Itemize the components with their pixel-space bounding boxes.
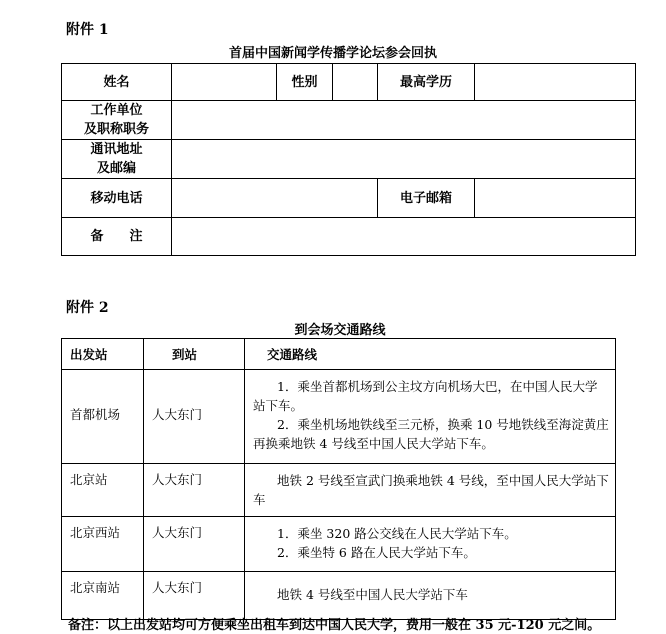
remarks-field[interactable] <box>172 218 636 256</box>
mobile-field[interactable] <box>172 179 378 218</box>
email-label: 电子邮箱 <box>378 179 475 218</box>
route-step: 2．乘坐机场地铁线至三元桥，换乘 10 号地铁线至海淀黄庄再换乘地铁 4 号线至中国人民大学站下车。 <box>253 417 609 451</box>
name-field[interactable] <box>172 64 277 101</box>
work-unit-label <box>62 101 172 140</box>
form-row-work-unit <box>62 101 636 140</box>
form-row-contact <box>62 179 636 218</box>
route-description <box>245 517 616 572</box>
address-label-line2: 及邮编 <box>96 161 136 176</box>
departure-column-header: 出发站 <box>62 339 144 370</box>
name-label: 姓名 <box>62 64 172 101</box>
work-unit-field[interactable] <box>172 101 636 140</box>
route-step: 地铁 4 号线至中国人民大学站下车 <box>277 587 468 602</box>
arrival-station: 人大东门 <box>144 517 245 572</box>
arrival-station: 人大东门 <box>144 370 245 464</box>
route-column-header: 交通路线 <box>245 339 616 370</box>
departure-station: 北京站 <box>62 464 144 517</box>
route-row-beijing-west <box>62 517 616 572</box>
route-description <box>245 572 616 620</box>
work-unit-label-line2: 及职称职务 <box>83 122 149 137</box>
gender-field[interactable] <box>333 64 378 101</box>
departure-station: 北京西站 <box>62 517 144 572</box>
education-field[interactable] <box>475 64 636 101</box>
route-step: 2．乘坐特 6 路在人民大学站下车。 <box>277 545 476 560</box>
arrival-station: 人大东门 <box>144 572 245 620</box>
form-row-remarks <box>62 218 636 256</box>
mobile-label: 移动电话 <box>62 179 172 218</box>
address-field[interactable] <box>172 140 636 179</box>
transport-routes-table <box>61 338 616 620</box>
route-step: 1．乘坐 320 路公交线在人民大学站下车。 <box>277 526 517 541</box>
form-row-name <box>62 64 636 101</box>
work-unit-label-line1: 工作单位 <box>90 103 143 118</box>
form-row-address <box>62 140 636 179</box>
route-row-beijing-south <box>62 572 616 620</box>
departure-station: 首都机场 <box>62 370 144 464</box>
route-step: 地铁 2 号线至宣武门换乘地铁 4 号线，至中国人民大学站下车 <box>253 473 609 507</box>
route-step: 1．乘坐首都机场到公主坟方向机场大巴，在中国人民大学站下车。 <box>253 379 598 413</box>
attachment-2-heading: 附件 2 <box>66 300 109 316</box>
address-label-line1: 通讯地址 <box>90 142 143 157</box>
address-label <box>62 140 172 179</box>
routes-title: 到会场交通路线 <box>294 323 386 338</box>
footnote: 备注：以上出发站均可方便乘坐出租车到达中国人民大学，费用一般在 35 元-120 元之间。 <box>68 618 601 633</box>
route-description <box>245 464 616 517</box>
arrival-column-header: 到站 <box>144 339 245 370</box>
registration-receipt-form <box>61 63 636 256</box>
gender-label: 性别 <box>277 64 333 101</box>
route-row-beijing-station <box>62 464 616 517</box>
email-field[interactable] <box>475 179 636 218</box>
routes-header-row <box>62 339 616 370</box>
receipt-form-title: 首届中国新闻学传播学论坛参会回执 <box>228 46 437 61</box>
route-row-capital-airport <box>62 370 616 464</box>
departure-station: 北京南站 <box>62 572 144 620</box>
education-label: 最高学历 <box>378 64 475 101</box>
attachment-1-heading: 附件 1 <box>66 22 109 38</box>
remarks-label: 备 注 <box>62 218 172 256</box>
arrival-station: 人大东门 <box>144 464 245 517</box>
route-description <box>245 370 616 464</box>
